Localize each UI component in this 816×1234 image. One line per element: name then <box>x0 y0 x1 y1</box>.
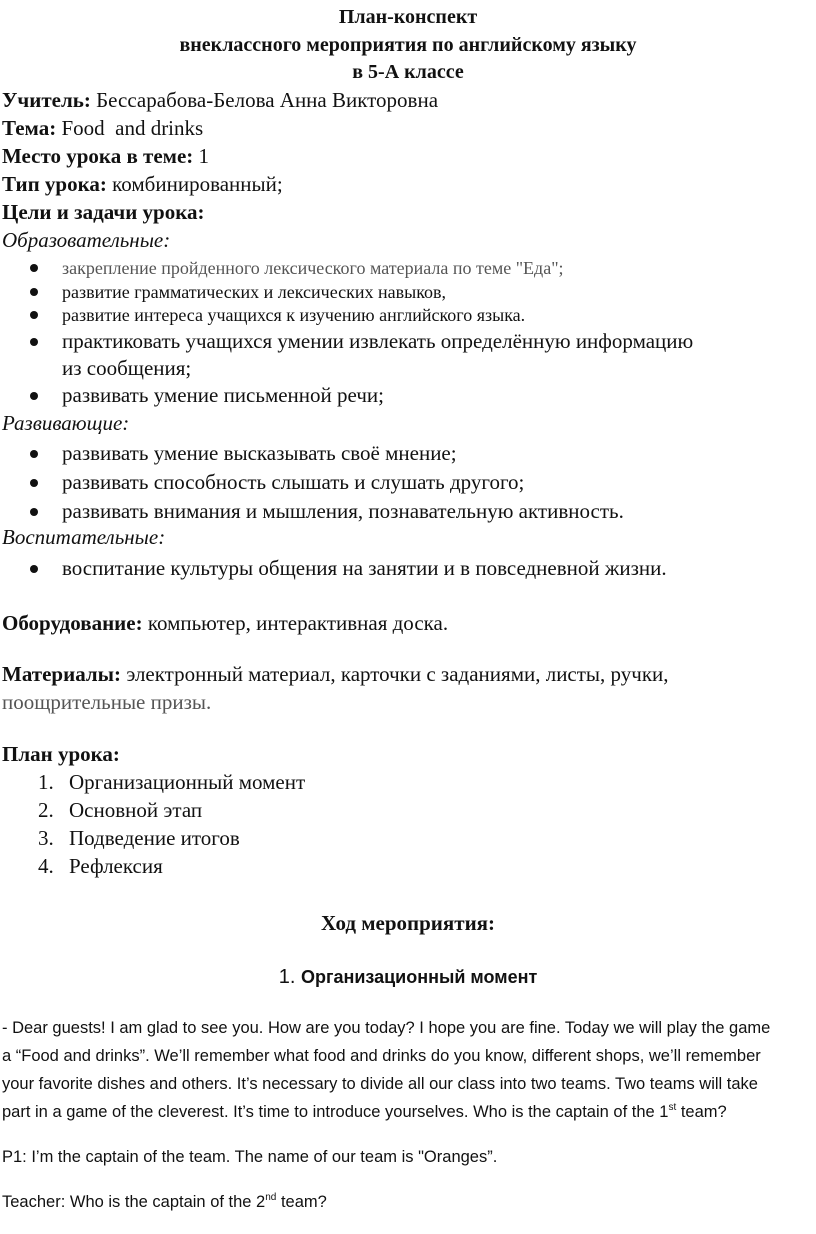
section-number: 1. <box>278 966 296 988</box>
materials-value-cont: поощрительные призы. <box>2 690 212 714</box>
place-line <box>2 142 209 170</box>
teacher-question-line <box>2 1189 816 1215</box>
upbringing-label: Воспитательные: <box>2 525 166 549</box>
materials-line <box>2 660 669 688</box>
bullet-dot <box>30 450 38 458</box>
plan-heading <box>2 740 120 768</box>
bullet-dot <box>30 508 38 516</box>
plan-item-number: 4. <box>38 854 54 878</box>
doc-title-line3: в 5-А классе <box>352 61 464 83</box>
plan-item-number: 1. <box>38 770 54 794</box>
topic-value: Food and drinks <box>61 116 204 140</box>
developmental-item-3: развивать внимания и мышления, познавательную активность. <box>62 499 624 523</box>
section-title: Организационный момент <box>300 967 538 987</box>
educational-item-5: развивать умение письменной речи; <box>62 383 384 407</box>
intro-line-4-end: team? <box>676 1103 727 1121</box>
plan-item-text: Подведение итогов <box>69 826 240 850</box>
place-value: 1 <box>198 144 210 168</box>
equipment-label: Оборудование: <box>2 611 143 635</box>
section-heading <box>0 963 816 991</box>
teacher-label: Учитель: <box>2 88 91 112</box>
educational-item-4: практиковать учащихся умении извлекать определённую информацию <box>62 329 694 353</box>
bullet-dot <box>30 311 38 319</box>
type-value: комбинированный; <box>112 172 283 196</box>
plan-item-number: 2. <box>38 798 54 822</box>
developmental-item-2: развивать способность слышать и слушать другого; <box>62 470 525 494</box>
goals-label: Цели и задачи урока: <box>2 200 205 224</box>
educational-item-4-cont: из сообщения; <box>62 356 192 380</box>
place-label: Место урока в теме: <box>2 144 194 168</box>
educational-item-2: развитие грамматических и лексических навыков, <box>62 282 447 302</box>
intro-line-4 <box>2 1099 816 1125</box>
teacher-question-text: Teacher: Who is the captain of the 2 <box>2 1193 266 1211</box>
teacher-value: Бессарабова-Белова Анна Викторовна <box>96 88 439 112</box>
plan-label: План урока: <box>2 742 120 766</box>
upbringing-item-1: воспитание культуры общения на занятии и в повседневной жизни. <box>62 556 667 580</box>
materials-label: Материалы: <box>2 662 122 686</box>
teacher-question-end: team? <box>276 1193 327 1211</box>
ordinal-suffix: st <box>668 1102 677 1113</box>
plan-item-text: Рефлексия <box>69 854 163 878</box>
educational-label: Образовательные: <box>2 228 171 252</box>
plan-item-text: Организационный момент <box>69 770 306 794</box>
intro-line-1: - Dear guests! I am glad to see you. How are you today? I hope you are fine. Today we will play the game <box>2 1019 771 1037</box>
developmental-label: Развивающие: <box>2 411 130 435</box>
developmental-item-1: развивать умение высказывать своё мнение; <box>62 441 457 465</box>
educational-item-3: развитие интереса учащихся к изучению английского языка. <box>62 305 526 325</box>
intro-line-4-text: part in a game of the cleverest. It’s time to introduce yourselves. Who is the captain of the 1 <box>2 1103 669 1121</box>
topic-label: Тема: <box>2 116 57 140</box>
bullet-dot <box>30 338 38 346</box>
plan-item-number: 3. <box>38 826 54 850</box>
type-label: Тип урока: <box>2 172 107 196</box>
doc-title-line1: План-конспект <box>338 6 478 28</box>
bullet-dot <box>30 479 38 487</box>
doc-title-line2: внеклассного мероприятия по английскому языку <box>179 34 637 56</box>
goals-heading <box>2 198 205 226</box>
plan-item-text: Основной этап <box>69 798 203 822</box>
educational-item-1: закрепление пройденного лексического материала по теме "Еда"; <box>62 258 564 278</box>
equipment-line <box>2 609 448 637</box>
equipment-value: компьютер, интерактивная доска. <box>147 611 449 635</box>
type-line <box>2 170 283 198</box>
course-heading: Ход мероприятия: <box>320 911 496 935</box>
bullet-dot <box>30 392 38 400</box>
p1-line: P1: I’m the captain of the team. The name of our team is "Oranges”. <box>2 1148 498 1166</box>
topic-line <box>2 114 203 142</box>
materials-value: электронный материал, карточки с заданиями, листы, ручки, <box>126 662 669 686</box>
intro-line-3: your favorite dishes and others. It’s necessary to divide all our class into two teams. Two teams will take <box>2 1075 758 1093</box>
bullet-dot <box>30 264 38 272</box>
intro-line-2: a “Food and drinks”. We’ll remember what food and drinks do you know, different shops, we’ll remember <box>2 1047 761 1065</box>
ordinal-suffix: nd <box>265 1192 277 1203</box>
bullet-dot <box>30 288 38 296</box>
bullet-dot <box>30 565 38 573</box>
teacher-line <box>2 86 438 114</box>
